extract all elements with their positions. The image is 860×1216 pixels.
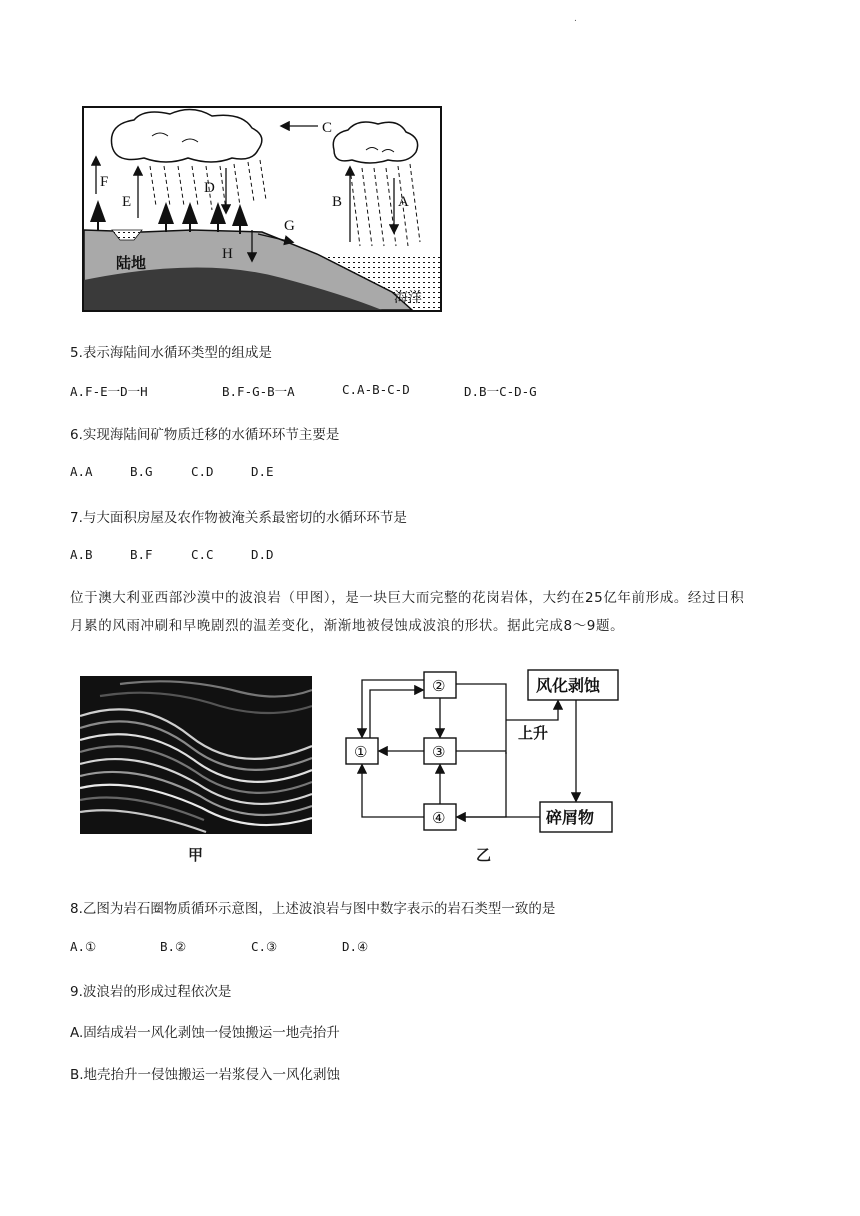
q5-stem: 5.表示海陆间水循环类型的组成是 [70,345,272,361]
q9-stem: 9.波浪岩的形成过程依次是 [70,984,232,1000]
wave-rock-photo [80,676,312,834]
debris-label: 碎屑物 [546,808,595,827]
label-E: E [122,194,132,210]
label-A: A [398,194,409,210]
q7-option-a: A.B [70,547,93,562]
q7-stem: 7.与大面积房屋及农作物被淹关系最密切的水循环环节是 [70,510,407,526]
q9-option-b: B.地壳抬升一侵蚀搬运一岩浆侵入一风化剥蚀 [70,1067,341,1083]
node-2: ② [432,677,446,695]
q8-option-c: C.③ [251,939,278,954]
q5-option-b: B.F-G-B一A [222,384,295,399]
q9-option-a: A.固结成岩一风化剥蚀一侵蚀搬运一地壳抬升 [70,1025,340,1041]
label-land: 陆地 [116,254,147,272]
q6-option-a: A.A [70,464,93,479]
q8-option-b: B.② [160,939,187,954]
q5-option-a: A.F-E一D一H [70,384,148,399]
node-1: ① [354,743,368,761]
q6-stem: 6.实现海陆间矿物质迁移的水循环环节主要是 [70,427,340,443]
q5-option-c: C.A-B-C-D [342,382,410,397]
water-cycle-diagram [82,106,442,312]
label-ocean: 海洋 [394,290,422,306]
q6-option-b: B.G [130,464,153,479]
label-D: D [204,180,215,196]
node-3: ③ [432,743,446,761]
q7-option-d: D.D [251,547,274,562]
q8-stem: 8.乙图为岩石圈物质循环示意图，上述波浪岩与图中数字表示的岩石类型一致的是 [70,901,556,917]
caption-jia: 甲 [188,846,204,864]
q7-option-c: C.C [191,547,214,562]
node-4: ④ [432,809,446,827]
weathering-label: 风化剥蚀 [536,676,601,695]
uplift-label: 上升 [518,724,549,742]
rock-cycle-diagram [340,664,625,840]
q7-option-b: B.F [130,547,153,562]
label-H: H [222,246,233,262]
q5-option-d: D.B一C-D-G [464,384,537,399]
label-B: B [332,194,343,210]
passage-line-1: 位于澳大利亚西部沙漠中的波浪岩（甲图），是一块巨大而完整的花岗岩体，大约在25亿年前形成。经过日积 [70,590,745,606]
label-F: F [100,174,109,190]
label-C: C [322,120,333,136]
label-G: G [284,218,295,234]
q8-option-d: D.④ [342,939,369,954]
corner-dot: . [574,14,577,24]
caption-yi: 乙 [476,846,492,864]
q6-option-c: C.D [191,464,214,479]
passage [70,584,800,640]
q6-option-d: D.E [251,464,274,479]
q8-option-a: A.① [70,939,97,954]
passage-line-2: 月累的风雨冲刷和早晚剧烈的温差变化，渐渐地被侵蚀成波浪的形状。据此完成8～9题。 [70,618,625,634]
